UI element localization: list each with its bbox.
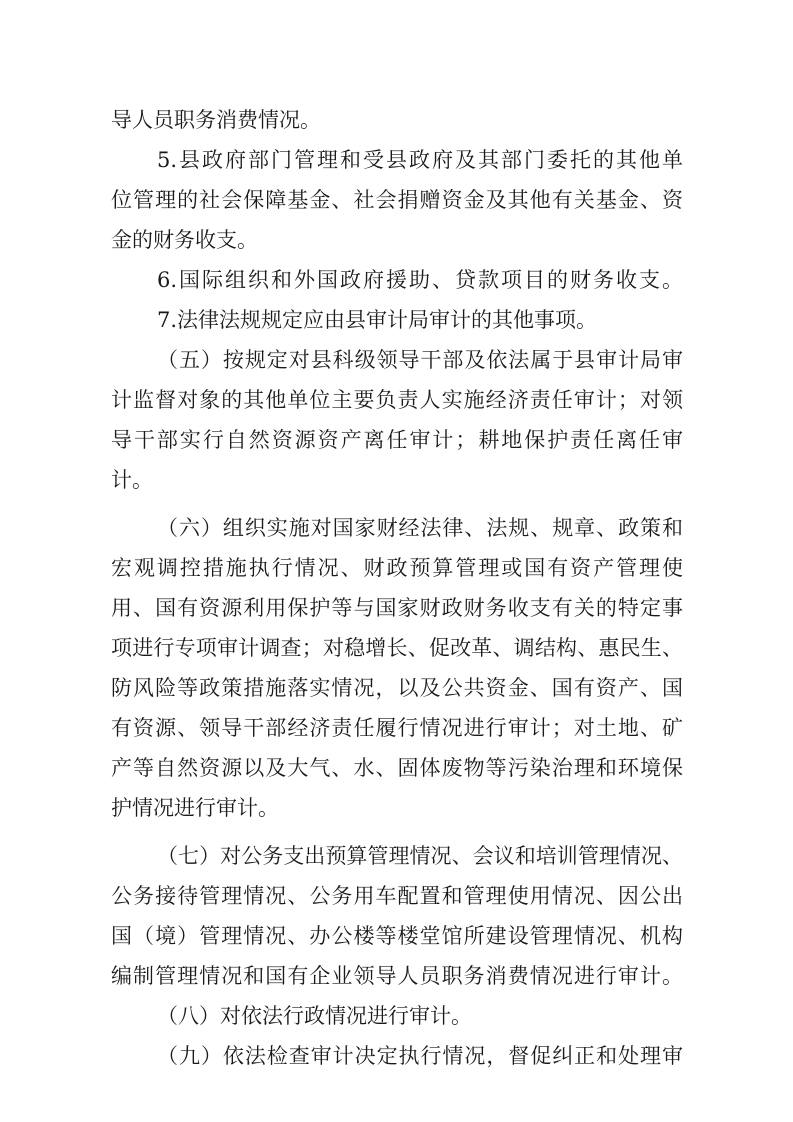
text-line: 导人员职务消费情况。 — [111, 108, 321, 132]
text-line: 计。 — [111, 468, 153, 492]
text-line: 有资源、领导干部经济责任履行情况进行审计；对土地、矿 — [111, 716, 683, 740]
text-line: 项进行专项审计调查；对稳增长、促改革、调结构、惠民生、 — [111, 636, 683, 660]
text-line: 导干部实行自然资源资产离任审计；耕地保护责任离任审 — [111, 428, 683, 452]
text-line: （九）依法检查审计决定执行情况，督促纠正和处理审 — [157, 1044, 683, 1068]
text-line: 产等自然资源以及大气、水、固体废物等污染治理和环境保 — [111, 756, 683, 780]
text-line: 金的财务收支。 — [111, 228, 258, 252]
text-line: 防风险等政策措施落实情况，以及公共资金、国有资产、国 — [111, 676, 683, 700]
text-line: 5.县政府部门管理和受县政府及其部门委托的其他单 — [157, 148, 683, 172]
text-line: （六）组织实施对国家财经法律、法规、规章、政策和 — [157, 516, 683, 540]
text-line: 计监督对象的其他单位主要负责人实施经济责任审计；对领 — [111, 388, 683, 412]
text-line: （五）按规定对县科级领导干部及依法属于县审计局审 — [157, 348, 683, 372]
text-line: 7.法律法规规定应由县审计局审计的其他事项。 — [157, 308, 598, 332]
text-line: （七）对公务支出预算管理情况、会议和培训管理情况、 — [157, 844, 683, 868]
text-line: 位管理的社会保障基金、社会捐赠资金及其他有关基金、资 — [111, 188, 683, 212]
text-line: 护情况进行审计。 — [111, 796, 279, 820]
text-line: （八）对依法行政情况进行审计。 — [157, 1004, 472, 1028]
text-line: 用、国有资源利用保护等与国家财政财务收支有关的特定事 — [111, 596, 683, 620]
text-line: 公务接待管理情况、公务用车配置和管理使用情况、因公出 — [111, 884, 683, 908]
text-line: 国（境）管理情况、办公楼等楼堂馆所建设管理情况、机构 — [111, 924, 683, 948]
text-line: 6.国际组织和外国政府援助、贷款项目的财务收支。 — [157, 268, 683, 292]
text-line: 宏观调控措施执行情况、财政预算管理或国有资产管理使 — [111, 556, 683, 580]
text-line: 编制管理情况和国有企业领导人员职务消费情况进行审计。 — [111, 964, 683, 988]
